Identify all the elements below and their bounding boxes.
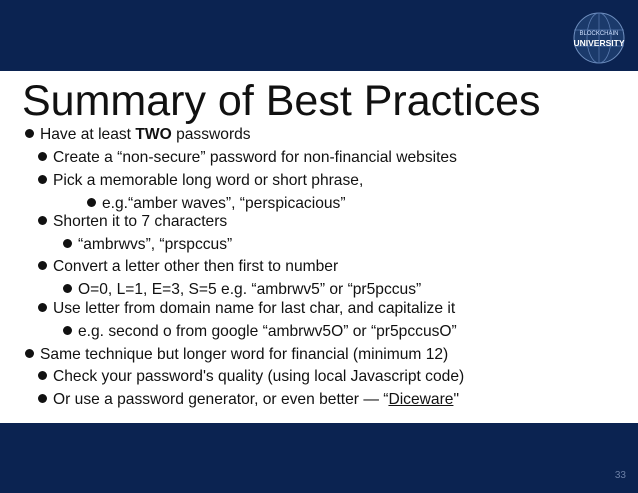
list-item: e.g. second o from google “ambrwv5O” or “pr5pccusO” — [63, 322, 457, 342]
bullet-icon — [38, 303, 47, 312]
list-item: Same technique but longer word for financial (minimum 12) — [25, 345, 448, 365]
bullet-icon — [38, 394, 47, 403]
blockchain-university-logo — [568, 11, 630, 65]
list-item: Convert a letter other then first to number — [38, 257, 338, 277]
list-item: Create a “non-secure” password for non-financial websites — [38, 148, 457, 168]
footer-band — [0, 423, 638, 493]
bullet-icon — [38, 261, 47, 270]
list-item: Have at least TWO passwords — [25, 125, 251, 145]
bullet-icon — [38, 175, 47, 184]
bullet-icon — [87, 198, 96, 207]
svg-text:UNIVERSITY: UNIVERSITY — [573, 38, 625, 48]
list-item: Or use a password generator, or even better — “Diceware" — [38, 390, 459, 410]
list-item: Check your password's quality (using local Javascript code) — [38, 367, 464, 387]
bullet-icon — [38, 152, 47, 161]
page-number: 33 — [614, 470, 626, 481]
svg-text:BLOCKCHAIN: BLOCKCHAIN — [579, 31, 619, 37]
bullet-icon — [63, 284, 72, 293]
list-item: O=0, L=1, E=3, S=5 e.g. “ambrwv5” or “pr5pccus” — [63, 280, 421, 300]
bullet-icon — [25, 129, 34, 138]
diceware-link[interactable]: Diceware — [388, 391, 454, 408]
list-item: Pick a memorable long word or short phrase, — [38, 171, 363, 191]
list-item: Shorten it to 7 characters — [38, 212, 227, 232]
bullet-icon — [63, 239, 72, 248]
bullet-icon — [38, 216, 47, 225]
bullet-icon — [63, 326, 72, 335]
list-item: “ambrwvs”, “prspccus” — [63, 235, 232, 255]
slide-title: Summary of Best Practices — [22, 77, 541, 125]
list-item: Use letter from domain name for last char, and capitalize it — [38, 299, 455, 319]
list-item: e.g.“amber waves”, “perspicacious” — [87, 194, 346, 214]
bullet-icon — [25, 349, 34, 358]
header-band — [0, 0, 638, 71]
bullet-icon — [38, 371, 47, 380]
